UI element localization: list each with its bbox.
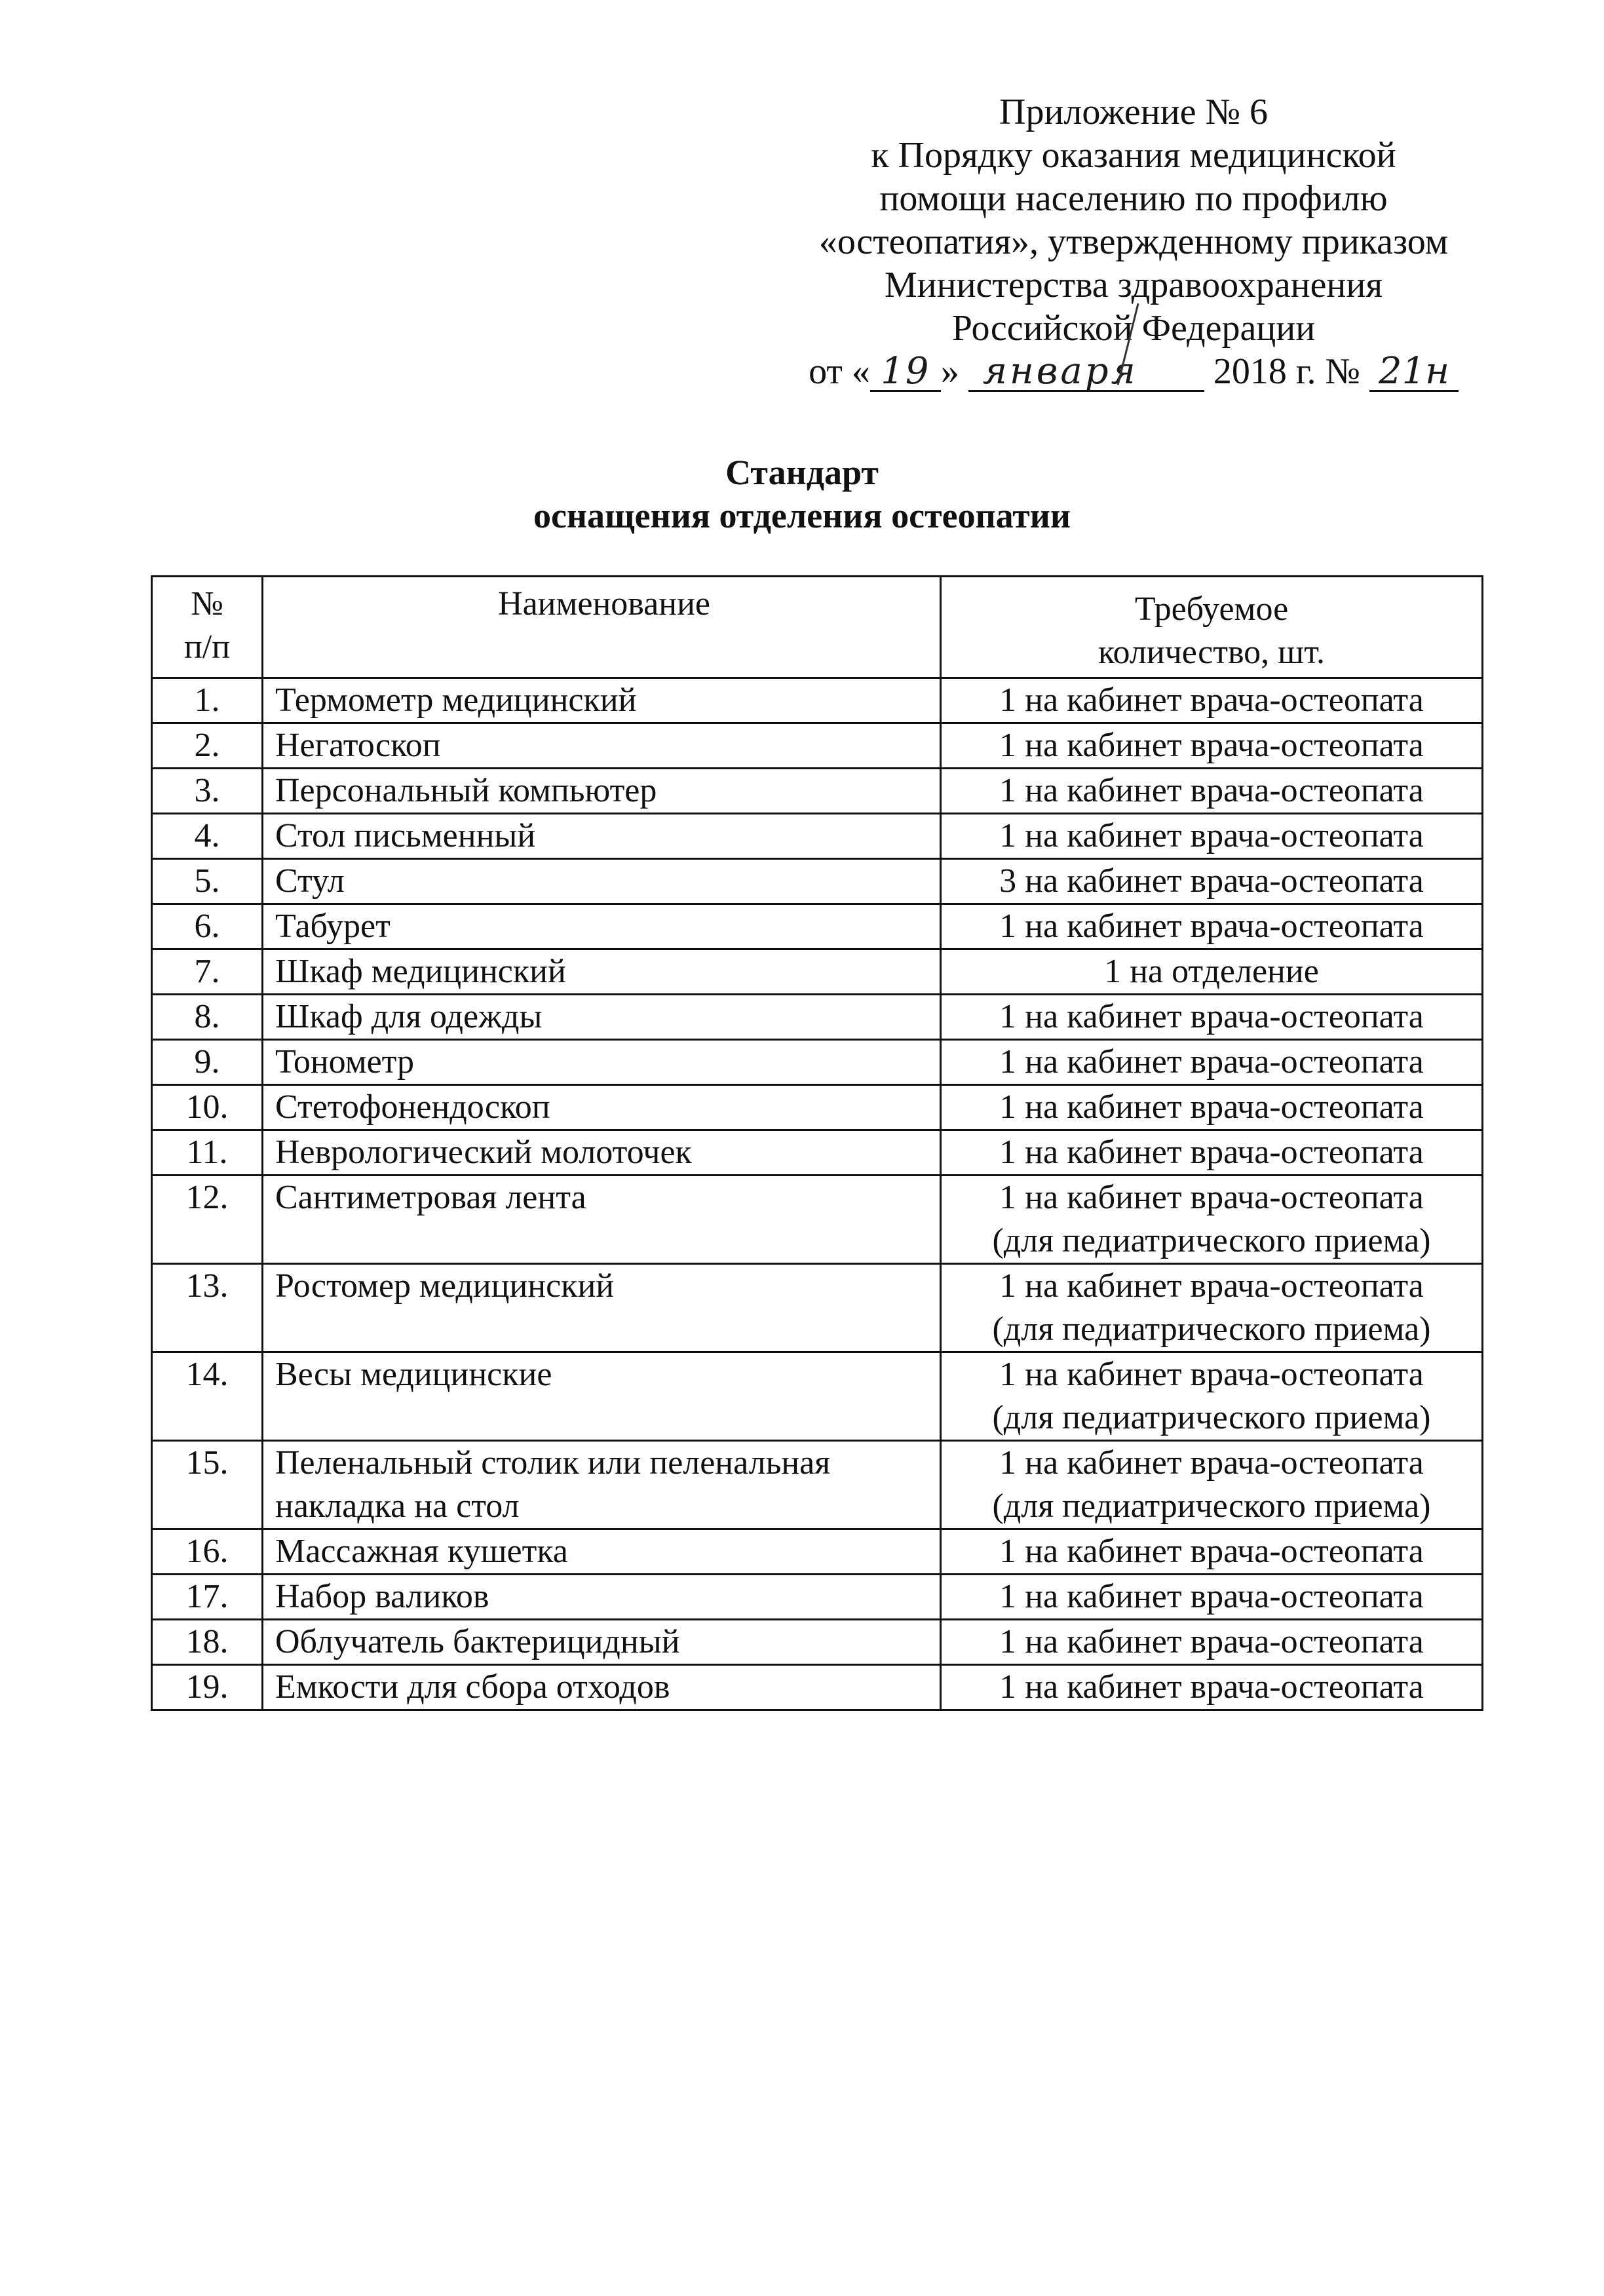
row-name bbox=[263, 1352, 941, 1441]
row-quantity bbox=[941, 1040, 1483, 1085]
table-row bbox=[152, 1529, 1483, 1575]
row-quantity-line: 1 на кабинет врача-остеопата bbox=[999, 1267, 1424, 1305]
row-name bbox=[263, 1130, 941, 1176]
equipment-table bbox=[151, 575, 1483, 1711]
row-quantity-line: 1 на кабинет врача-остеопата bbox=[999, 1533, 1424, 1570]
table-body bbox=[152, 678, 1483, 1710]
row-name bbox=[263, 949, 941, 995]
header-number-line2: п/п bbox=[183, 628, 231, 666]
table-row bbox=[152, 1085, 1483, 1130]
row-quantity-line: 1 на кабинет врача-остеопата bbox=[999, 1356, 1424, 1393]
appendix-line: Приложение № 6 bbox=[999, 92, 1268, 132]
row-name bbox=[263, 1176, 941, 1264]
row-name bbox=[263, 1040, 941, 1085]
row-quantity-line: 1 на кабинет врача-остеопата bbox=[999, 1578, 1424, 1615]
row-name bbox=[263, 904, 941, 949]
table-row bbox=[152, 1040, 1483, 1085]
row-quantity-line: 1 на кабинет врача-остеопата bbox=[999, 908, 1424, 945]
handwritten-month: января bbox=[968, 353, 1204, 392]
row-name bbox=[263, 723, 941, 769]
appendix-line: Министерства здравоохранения bbox=[884, 265, 1383, 305]
table-row bbox=[152, 1620, 1483, 1665]
table-row bbox=[152, 904, 1483, 949]
row-quantity-line: 1 на кабинет врача-остеопата bbox=[999, 772, 1424, 809]
row-name bbox=[263, 678, 941, 723]
row-quantity-line: 1 на кабинет врача-остеопата bbox=[999, 1179, 1424, 1216]
row-number: 2. bbox=[152, 723, 263, 769]
header-quantity bbox=[941, 577, 1483, 678]
row-quantity bbox=[941, 859, 1483, 904]
row-number: 14. bbox=[152, 1352, 263, 1441]
table-row bbox=[152, 769, 1483, 814]
row-number: 12. bbox=[152, 1176, 263, 1264]
row-quantity-line: 1 на кабинет врача-остеопата bbox=[999, 727, 1424, 764]
handwritten-day: 19 bbox=[870, 353, 941, 392]
row-quantity bbox=[941, 1575, 1483, 1620]
row-name bbox=[263, 1575, 941, 1620]
row-number: 4. bbox=[152, 814, 263, 859]
row-name bbox=[263, 814, 941, 859]
table-row bbox=[152, 814, 1483, 859]
row-number: 8. bbox=[152, 995, 263, 1040]
row-number: 7. bbox=[152, 949, 263, 995]
order-date-line bbox=[773, 350, 1494, 393]
table-row bbox=[152, 678, 1483, 723]
row-quantity bbox=[941, 1176, 1483, 1264]
table-row bbox=[152, 1352, 1483, 1441]
row-quantity bbox=[941, 678, 1483, 723]
table-row bbox=[152, 949, 1483, 995]
row-number: 5. bbox=[152, 859, 263, 904]
row-name-line: Неврологический молоточек bbox=[275, 1134, 692, 1171]
row-number: 11. bbox=[152, 1130, 263, 1176]
row-number: 3. bbox=[152, 769, 263, 814]
row-number: 1. bbox=[152, 678, 263, 723]
row-quantity-line: 1 на кабинет врача-остеопата bbox=[999, 1088, 1424, 1126]
row-name-line: Стул bbox=[275, 862, 345, 900]
row-quantity-line: 1 на кабинет врача-остеопата bbox=[999, 1668, 1424, 1706]
row-quantity bbox=[941, 1665, 1483, 1710]
row-name-line: Весы медицинские bbox=[275, 1356, 552, 1393]
header-quantity-line2: количество, шт. bbox=[1098, 634, 1326, 671]
row-number: 18. bbox=[152, 1620, 263, 1665]
date-mid: » bbox=[940, 351, 959, 392]
row-name-line: Тонометр bbox=[275, 1043, 415, 1081]
row-quantity bbox=[941, 723, 1483, 769]
row-name-line: Персональный компьютер bbox=[275, 772, 657, 809]
row-name bbox=[263, 1085, 941, 1130]
row-name-line: Набор валиков bbox=[275, 1578, 489, 1615]
date-prefix: от « bbox=[809, 351, 870, 392]
table-row bbox=[152, 1130, 1483, 1176]
row-number: 19. bbox=[152, 1665, 263, 1710]
row-name bbox=[263, 1620, 941, 1665]
row-quantity bbox=[941, 1085, 1483, 1130]
header-number-line1: № bbox=[191, 585, 223, 622]
row-quantity bbox=[941, 1529, 1483, 1575]
row-number: 17. bbox=[152, 1575, 263, 1620]
row-number: 15. bbox=[152, 1441, 263, 1529]
table-row bbox=[152, 723, 1483, 769]
row-name-line: Табурет bbox=[275, 908, 391, 945]
row-quantity-line: 3 на кабинет врача-остеопата bbox=[999, 862, 1424, 900]
row-quantity bbox=[941, 814, 1483, 859]
row-name-line: Массажная кушетка bbox=[275, 1533, 568, 1570]
appendix-line: помощи населению по профилю bbox=[879, 178, 1388, 219]
row-name bbox=[263, 1441, 941, 1529]
row-name bbox=[263, 1264, 941, 1352]
row-name-line: Стетофонендоскоп bbox=[275, 1088, 550, 1126]
table-row bbox=[152, 995, 1483, 1040]
row-name-line: Облучатель бактерицидный bbox=[275, 1623, 680, 1660]
row-quantity-line: 1 на отделение bbox=[1104, 953, 1319, 990]
row-quantity-line: 1 на кабинет врача-остеопата bbox=[999, 998, 1424, 1035]
row-name bbox=[263, 1529, 941, 1575]
row-number: 6. bbox=[152, 904, 263, 949]
row-name bbox=[263, 859, 941, 904]
table-row bbox=[152, 1176, 1483, 1264]
row-quantity-line: 1 на кабинет врача-остеопата bbox=[999, 1444, 1424, 1482]
row-quantity bbox=[941, 1352, 1483, 1441]
row-name bbox=[263, 769, 941, 814]
header-quantity-line1: Требуемое bbox=[1134, 590, 1289, 628]
row-name-line: накладка на стол bbox=[275, 1487, 520, 1525]
row-quantity bbox=[941, 995, 1483, 1040]
row-quantity-line: (для педиатрического приема) bbox=[992, 1399, 1431, 1436]
row-quantity-line: (для педиатрического приема) bbox=[992, 1311, 1431, 1348]
document-subtitle: оснащения отделения остеопатии bbox=[533, 496, 1071, 535]
appendix-line: «остеопатия», утвержденному приказом bbox=[818, 221, 1449, 262]
row-quantity bbox=[941, 769, 1483, 814]
row-quantity bbox=[941, 904, 1483, 949]
row-name-line: Термометр медицинский bbox=[275, 681, 637, 719]
row-number: 13. bbox=[152, 1264, 263, 1352]
row-name-line: Шкаф для одежды bbox=[275, 998, 543, 1035]
row-name-line: Пеленальный столик или пеленальная bbox=[275, 1444, 831, 1482]
row-quantity-line: (для педиатрического приема) bbox=[992, 1487, 1431, 1525]
row-quantity-line: 1 на кабинет врача-остеопата bbox=[999, 1623, 1424, 1660]
row-quantity-line: 1 на кабинет врача-остеопата bbox=[999, 1134, 1424, 1171]
row-name-line: Ростомер медицинский bbox=[275, 1267, 615, 1305]
table-row bbox=[152, 1441, 1483, 1529]
document-title: Стандарт bbox=[725, 453, 879, 492]
table-row bbox=[152, 1264, 1483, 1352]
handwritten-order-number: 21н bbox=[1369, 353, 1459, 392]
row-name-line: Негатоскоп bbox=[275, 727, 441, 764]
row-quantity-line: (для педиатрического приема) bbox=[992, 1222, 1431, 1259]
table-row bbox=[152, 1575, 1483, 1620]
row-name bbox=[263, 1665, 941, 1710]
header-name: Наименование bbox=[263, 577, 941, 678]
appendix-header bbox=[773, 90, 1494, 393]
row-name-line: Стол письменный bbox=[275, 817, 536, 854]
table-row bbox=[152, 859, 1483, 904]
row-quantity bbox=[941, 1264, 1483, 1352]
row-quantity bbox=[941, 1441, 1483, 1529]
row-quantity-line: 1 на кабинет врача-остеопата bbox=[999, 817, 1424, 854]
row-number: 16. bbox=[152, 1529, 263, 1575]
appendix-line: Российской Федерации bbox=[951, 308, 1316, 349]
date-year: 2018 г. № bbox=[1213, 351, 1360, 392]
table-header-row bbox=[152, 577, 1483, 678]
header-number bbox=[152, 577, 263, 678]
row-quantity bbox=[941, 1620, 1483, 1665]
row-quantity-line: 1 на кабинет врача-остеопата bbox=[999, 681, 1424, 719]
row-name bbox=[263, 995, 941, 1040]
row-number: 9. bbox=[152, 1040, 263, 1085]
row-quantity-line: 1 на кабинет врача-остеопата bbox=[999, 1043, 1424, 1081]
row-name-line: Сантиметровая лента bbox=[275, 1179, 586, 1216]
row-name-line: Емкости для сбора отходов bbox=[275, 1668, 670, 1706]
row-name-line: Шкаф медицинский bbox=[275, 953, 566, 990]
row-quantity bbox=[941, 1130, 1483, 1176]
row-number: 10. bbox=[152, 1085, 263, 1130]
row-quantity bbox=[941, 949, 1483, 995]
appendix-line: к Порядку оказания медицинской bbox=[871, 135, 1396, 176]
table-row bbox=[152, 1665, 1483, 1710]
